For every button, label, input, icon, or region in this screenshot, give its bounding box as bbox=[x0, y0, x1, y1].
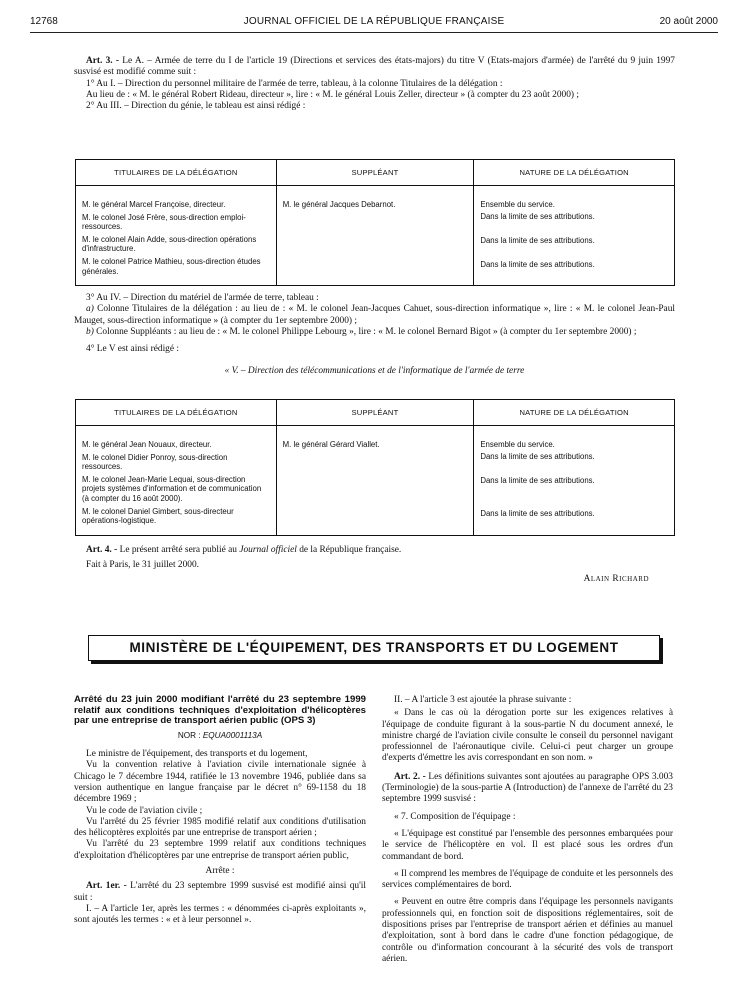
nature-cell bbox=[474, 426, 675, 536]
art4-block bbox=[74, 545, 675, 585]
definition-para: « Il comprend les membres de l'équipage de conduite et les personnels des services complémentaires de bord. bbox=[382, 868, 673, 891]
col-suppleant-header: SUPPLÉANT bbox=[276, 160, 474, 186]
art3-replacement: Au lieu de : « M. le général Robert Rideau, directeur », lire : « M. le général Louis Zeller, directeur » (à compter du 23 août 2000) ; bbox=[86, 89, 579, 100]
signing-place-date: Fait à Paris, le 31 juillet 2000. bbox=[86, 560, 200, 571]
nature-entry: Ensemble du service. bbox=[480, 440, 555, 449]
nature-entry: Dans la limite de ses attributions. bbox=[480, 236, 595, 245]
page-number: 12768 bbox=[30, 16, 58, 27]
art3-item3b: b) Colonne Suppléants : au lieu de : « M. le colonel Philippe Lebourg », lire : « M. le colonel Bernard Bigot » (à compter du 1er septembre 2000) ; bbox=[86, 326, 637, 337]
preamble-para: Vu l'arrêté du 23 septembre 1999 relatif aux conditions techniques d'exploitation d'hélicoptères par une entreprise de transport aérien public, bbox=[74, 839, 366, 861]
art3-item3a: a) Colonne Titulaires de la délégation : au lieu de : « M. le colonel Jean-Jacques Cahuet, sous-direction informatique », lire : « M. le colonel Jean-Paul Mauget, sous-direction informatique » (à compter du 1er septembre 2000) ; bbox=[74, 304, 675, 326]
arrete-word: Arrête : bbox=[205, 866, 235, 877]
art3-item4: 4° Le V est ainsi rédigé : bbox=[86, 344, 179, 355]
suppleant-entry: M. le général Gérard Viallet. bbox=[282, 440, 380, 449]
titulaires-cell bbox=[76, 186, 277, 286]
art4-text: Art. 4. - Le présent arrêté sera publié au Journal officiel de la République française. bbox=[86, 545, 402, 555]
art3-continued bbox=[74, 293, 675, 378]
preamble-para: Vu la convention relative à l'aviation civile internationale signée à Chicago le 7 décembre 1944, ratifiée le 13 novembre 1946, publiée dans sa version authentique en langue française par le décret n° 69-1158 du 18 décembre 1969 ; bbox=[74, 760, 366, 805]
art3-item1: 1° Au I. – Direction du personnel militaire de l'armée de terre, tableau, à la colonne Titulaires de la délégation : bbox=[86, 78, 503, 89]
titulaire-entry: M. le général Jean Nouaux, directeur. bbox=[82, 440, 212, 449]
col-titulaires-header: TITULAIRES DE LA DÉLÉGATION bbox=[76, 400, 277, 426]
suppleant-cell bbox=[276, 186, 474, 286]
art1-text: Art. 1er. - L'arrêté du 23 septembre 1999 susvisé est modifié ainsi qu'il suit : bbox=[74, 881, 366, 903]
art2-text: Art. 2. - Les définitions suivantes sont ajoutées au paragraphe OPS 3.003 (Terminologie) de la sous-partie A (Introduction) de l'annexe de l'arrêté du 23 septembre 1999 susvisé : bbox=[382, 771, 673, 805]
page-header bbox=[30, 16, 718, 32]
art1-item1: I. – A l'article 1er, après les termes : « dénommées ci-après exploitants », sont ajoutés les termes : « et à leur personnel ». bbox=[74, 903, 366, 926]
definition-para: « Peuvent en outre être compris dans l'équipage les personnels navigants professionnels qui, en fonction soit de dispositions réglementaires, soit de dispositions prises par l'entreprise de transport aérien et définies au manuel d'exploitation, sont à bord dans le cadre d'une fonction pédagogique, de contrôle ou d'information concourant à la sécurité des vols de transport aérien. bbox=[382, 897, 673, 964]
titulaire-entry: M. le colonel Didier Ponroy, sous-direction ressources. bbox=[82, 452, 228, 472]
nature-entry: Dans la limite de ses attributions. bbox=[480, 509, 595, 518]
art3-block bbox=[74, 56, 675, 112]
derogation-quote: « Dans le cas où la dérogation porte sur les exigences relatives à l'équipage de conduite figurant à la sous-partie N du document annexé, le ministre chargé de l'aviation civile consulte le conseil du personnel navigant professionnel de l'aéronautique civile. Celui-ci peut charger un groupe d'experts d'émettre les avis correspondant en son nom. » bbox=[382, 708, 673, 764]
col-titulaires-header: TITULAIRES DE LA DÉLÉGATION bbox=[76, 160, 277, 186]
titulaire-entry: M. le colonel Alain Adde, sous-direction opérations d'infrastructure. bbox=[82, 234, 257, 254]
nor-line: NOR : EQUA0001113A bbox=[177, 730, 263, 740]
preamble-para: Vu le code de l'aviation civile ; bbox=[86, 805, 203, 816]
titulaire-entry: M. le colonel Patrice Mathieu, sous-direction études générales. bbox=[82, 256, 261, 276]
nature-entry: Dans la limite de ses attributions. bbox=[480, 452, 595, 461]
nature-entry: Dans la limite de ses attributions. bbox=[480, 476, 595, 485]
nature-cell bbox=[474, 186, 675, 286]
col-nature-header: NATURE DE LA DÉLÉGATION bbox=[474, 400, 675, 426]
titulaires-cell bbox=[76, 426, 277, 536]
titulaire-entry: M. le colonel Jean-Marie Lequai, sous-direction projets systèmes d'information et de communication (à compter du 16 août 2000). bbox=[82, 474, 262, 503]
delegation-table-genie bbox=[75, 159, 675, 286]
art3-lead: Art. 3. - bbox=[86, 56, 120, 66]
header-rule bbox=[30, 32, 718, 33]
titulaire-entry: M. le colonel José Frère, sous-direction emploi-ressources. bbox=[82, 212, 246, 232]
titulaire-entry: M. le colonel Daniel Gimbert, sous-directeur opérations-logistique. bbox=[82, 506, 234, 526]
journal-title: JOURNAL OFFICIEL DE LA RÉPUBLIQUE FRANÇAISE bbox=[243, 16, 505, 27]
suppleant-cell bbox=[276, 426, 474, 536]
preamble-para: Le ministre de l'équipement, des transports et du logement, bbox=[86, 749, 308, 760]
nature-entry: Dans la limite de ses attributions. bbox=[480, 212, 595, 221]
issue-date: 20 août 2000 bbox=[659, 16, 718, 27]
arrete-title: Arrêté du 23 juin 2000 modifiant l'arrêté du 23 septembre 1999 relatif aux conditions techniques d'exploitation d'hélicoptères par une entreprise de transport aérien public (OPS 3) bbox=[74, 694, 366, 727]
left-column bbox=[74, 695, 366, 927]
col-suppleant-header: SUPPLÉANT bbox=[276, 400, 474, 426]
art3-item2: 2° Au III. – Direction du génie, le tableau est ainsi rédigé : bbox=[86, 101, 306, 112]
preamble-para: Vu l'arrêté du 25 février 1985 modifié relatif aux conditions d'utilisation des hélicoptères exploités par une entreprise de transport aérien ; bbox=[74, 816, 366, 839]
nature-entry: Ensemble du service. bbox=[480, 200, 555, 209]
art3-intro: Art. 3. - Le A. – Armée de terre du I de l'article 19 (Directions et services des états-majors) du titre V (Etats-majors d'armée) de l'arrêté du 9 juin 1997 susvisé est modifié comme suit : bbox=[74, 56, 675, 78]
definition-heading: « 7. Composition de l'équipage : bbox=[394, 811, 516, 822]
section-v-title: « V. – Direction des télécommunications et de l'informatique de l'armée de terre bbox=[224, 366, 525, 377]
suppleant-entry: M. le général Jacques Debarnot. bbox=[282, 200, 396, 209]
right-column bbox=[382, 695, 673, 965]
art1-item2: II. – A l'article 3 est ajoutée la phrase suivante : bbox=[394, 695, 572, 705]
definition-para: « L'équipage est constitué par l'ensemble des personnes embarquées pour le service de l'hélicoptère en vol. Il est placé sous les ordres d'un commandant de bord. bbox=[382, 828, 673, 862]
titulaire-entry: M. le général Marcel Françoise, directeur. bbox=[82, 200, 226, 209]
art3-item3: 3° Au IV. – Direction du matériel de l'armée de terre, tableau : bbox=[86, 293, 319, 303]
col-nature-header: NATURE DE LA DÉLÉGATION bbox=[474, 160, 675, 186]
ministry-title-box: MINISTÈRE DE L'ÉQUIPEMENT, DES TRANSPORTS ET DU LOGEMENT bbox=[88, 635, 660, 661]
nature-entry: Dans la limite de ses attributions. bbox=[480, 260, 595, 269]
signatory: Alain Richard bbox=[583, 573, 649, 584]
delegation-table-telecom bbox=[75, 399, 675, 536]
